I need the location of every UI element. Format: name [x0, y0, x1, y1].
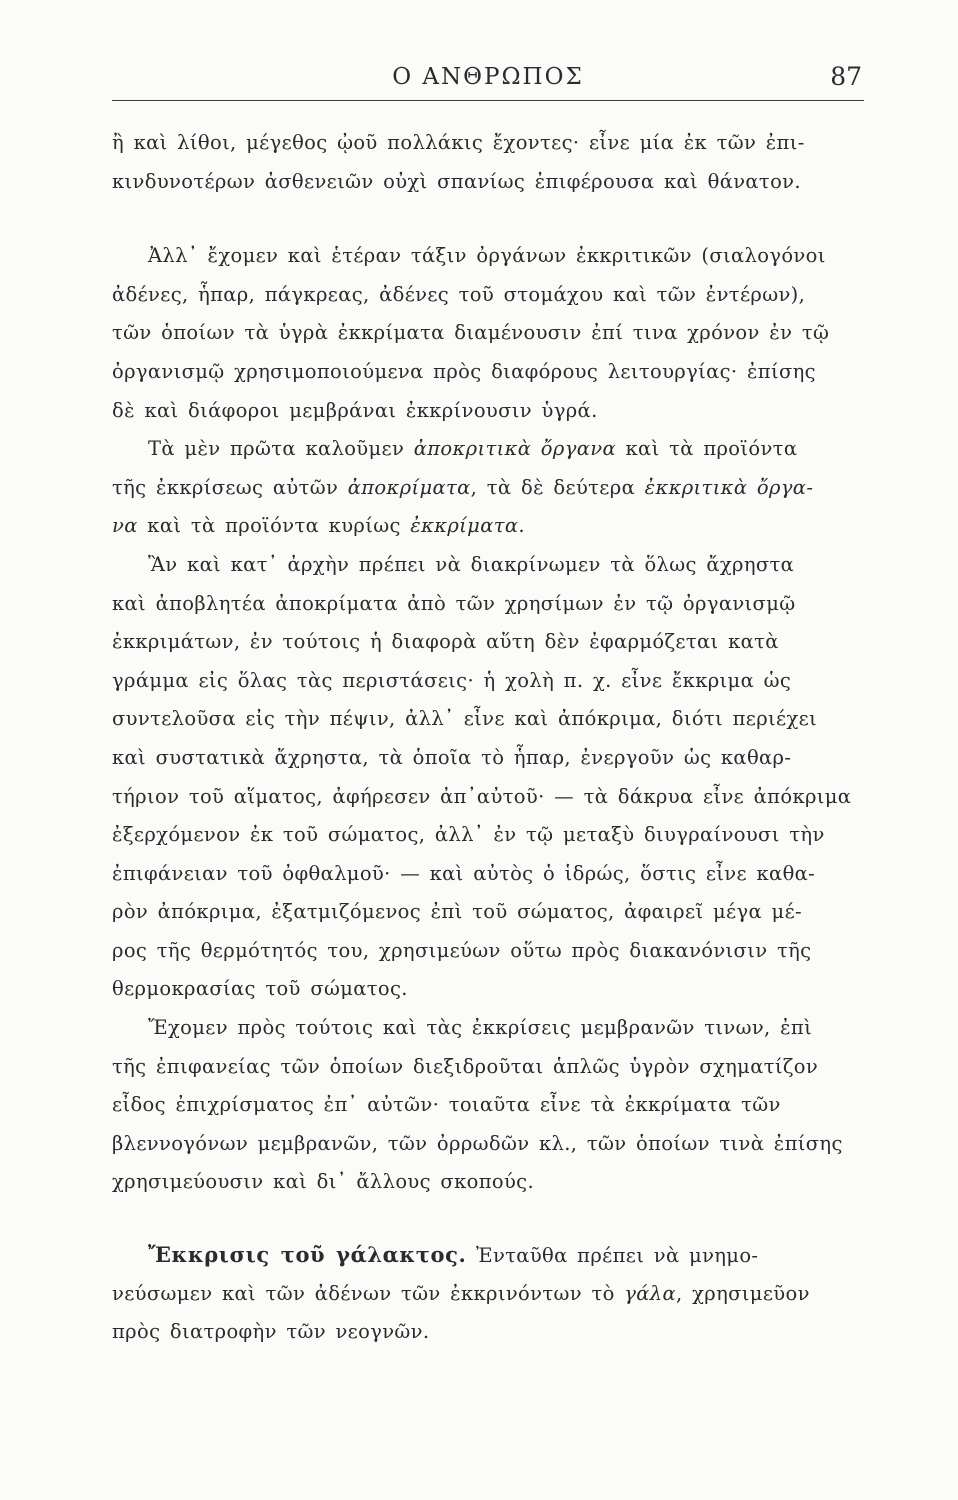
- text-line: εἶδος ἐπιχρίσματος ἐπ᾽ αὐτῶν· τοιαῦτα εἶνε τὰ ἐκκρίματα τῶν: [112, 1093, 781, 1117]
- paragraph-5: [112, 1009, 864, 1202]
- italic-term: ἀποκριτικὰ ὄργανα: [413, 437, 616, 461]
- section-gap: [112, 1202, 864, 1236]
- text-line: καὶ συστατικὰ ἄχρηστα, τὰ ὁποῖα τὸ ἧπαρ, ἐνεργοῦν ὡς καθαρ-: [112, 745, 792, 769]
- italic-term: ἐκκριτικὰ ὄργα-: [644, 475, 814, 499]
- text-line: ἐκκριμάτων, ἐν τούτοις ἡ διαφορὰ αὕτη δὲν ἐφαρμόζεται κατὰ: [112, 630, 779, 654]
- text-line: [112, 430, 864, 469]
- running-title: Ο ΑΝΘΡΩΠΟΣ: [392, 64, 584, 90]
- text-line: τήριον τοῦ αἵματος, ἀφήρεσεν ἀπ᾽αὐτοῦ· — τὰ δάκρυα εἶνε ἀπόκριμα: [112, 784, 852, 808]
- text-span: τῆς ἐκκρίσεως αὐτῶν: [112, 475, 348, 499]
- page-number: 87: [830, 62, 862, 91]
- text-line: δὲ καὶ διάφοροι μεμβράναι ἐκκρίνουσιν ὑγρά.: [112, 398, 598, 422]
- text-span: .: [518, 514, 525, 538]
- paragraph-6: [112, 1236, 864, 1352]
- paragraph-gap: [112, 201, 864, 237]
- paragraph-4: [112, 546, 864, 1009]
- text-line: Ἔχομεν πρὸς τούτοις καὶ τὰς ἐκκρίσεις μεμβρανῶν τινων, ἐπὶ: [148, 1016, 813, 1040]
- text-line: βλεννογόνων μεμβρανῶν, τῶν ὀρρωδῶν κλ., τῶν ὁποίων τινὰ ἐπίσης: [112, 1131, 843, 1155]
- body-text: [112, 124, 864, 1352]
- italic-term: γάλα: [624, 1281, 677, 1305]
- text-line: [112, 1236, 864, 1275]
- paragraph-3: [112, 430, 864, 546]
- text-span: Ἐνταῦθα πρέπει νὰ μνημο-: [466, 1244, 759, 1268]
- text-line: [112, 469, 864, 508]
- text-line: [112, 507, 864, 546]
- text-line: πρὸς διατροφὴν τῶν νεογνῶν.: [112, 1320, 430, 1344]
- text-line: ἐπιφάνειαν τοῦ ὀφθαλμοῦ· — καὶ αὐτὸς ὁ ἱδρώς, ὅστις εἶνε καθα-: [112, 861, 816, 885]
- text-line: ἀδένες, ἧπαρ, πάγκρεας, ἀδένες τοῦ στομάχου καὶ τῶν ἐντέρων),: [112, 282, 806, 306]
- italic-term: να: [112, 514, 138, 538]
- paragraph-1: [112, 124, 864, 201]
- text-line: καὶ ἀποβλητέα ἀποκρίματα ἀπὸ τῶν χρησίμων ἐν τῷ ὀργανισμῷ: [112, 591, 796, 615]
- text-span: , χρησιμεῦον: [676, 1281, 810, 1305]
- text-line: [112, 1275, 864, 1314]
- text-span: καὶ τὰ προϊόντα κυρίως: [137, 514, 411, 538]
- text-line: τῶν ὁποίων τὰ ὑγρὰ ἐκκρίματα διαμένουσιν ἐπί τινα χρόνον ἐν τῷ: [112, 321, 830, 345]
- text-line: ρος τῆς θερμότητός του, χρησιμεύων οὕτω πρὸς διακανόνισιν τῆς: [112, 938, 812, 962]
- italic-term: ἀποκρίματα: [347, 475, 471, 499]
- text-line: Ἀλλ᾽ ἔχομεν καὶ ἑτέραν τάξιν ὀργάνων ἐκκριτικῶν (σιαλογόνοι: [148, 244, 826, 268]
- text-span: νεύσωμεν καὶ τῶν ἀδένων τῶν ἐκκρινόντων τὸ: [112, 1281, 625, 1305]
- text-line: ἢ καὶ λίθοι, μέγεθος ᾠοῦ πολλάκις ἔχοντες· εἶνε μία ἐκ τῶν ἐπι-: [112, 131, 805, 154]
- page-header: [112, 58, 864, 101]
- text-line: θερμοκρασίας τοῦ σώματος.: [112, 977, 408, 1001]
- text-line: ρὸν ἀπόκριμα, ἐξατμιζόμενος ἐπὶ τοῦ σώματος, ἀφαιρεῖ μέγα μέ-: [112, 900, 802, 924]
- text-line: γράμμα εἰς ὅλας τὰς περιστάσεις· ἡ χολὴ π. χ. εἶνε ἔκκριμα ὡς: [112, 668, 792, 692]
- text-line: ἐξερχόμενον ἐκ τοῦ σώματος, ἀλλ᾽ ἐν τῷ μεταξὺ διυγραίνουσι τὴν: [112, 823, 825, 847]
- text-span: , τὰ δὲ δεύτερα: [470, 475, 645, 499]
- paragraph-2: [112, 237, 864, 430]
- text-line: ὀργανισμῷ χρησιμοποιούμενα πρὸς διαφόρους λειτουργίας· ἐπίσης: [112, 359, 816, 383]
- text-line: χρησιμεύουσιν καὶ δι᾽ ἄλλους σκοπούς.: [112, 1170, 535, 1194]
- text-line: τῆς ἐπιφανείας τῶν ὁποίων διεξιδροῦται ἁπλῶς ὑγρὸν σχηματίζον: [112, 1054, 819, 1078]
- text-line: Ἂν καὶ κατ᾽ ἀρχὴν πρέπει νὰ διακρίνωμεν τὰ ὅλως ἄχρηστα: [148, 552, 795, 576]
- text-span: Τὰ μὲν πρῶτα καλοῦμεν: [148, 437, 414, 461]
- text-line: συντελοῦσα εἰς τὴν πέψιν, ἀλλ᾽ εἶνε καὶ ἀπόκριμα, διότι περιέχει: [112, 707, 818, 731]
- text-line: κινδυνοτέρων ἀσθενειῶν οὐχὶ σπανίως ἐπιφέρουσα καὶ θάνατον.: [112, 169, 801, 193]
- italic-term: ἐκκρίματα: [410, 514, 519, 538]
- section-heading: Ἔκκρισις τοῦ γάλακτος.: [148, 1242, 467, 1268]
- text-span: καὶ τὰ προϊόντα: [615, 437, 798, 461]
